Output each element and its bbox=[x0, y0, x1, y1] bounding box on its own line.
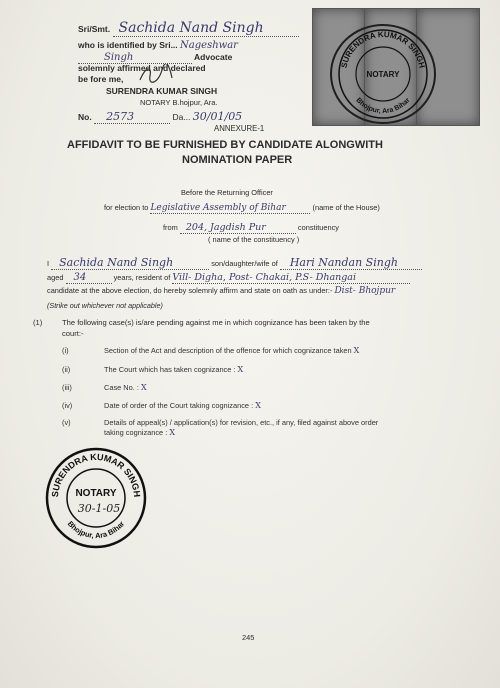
attestation-line-4: solemnly affirmed and declared bbox=[78, 63, 206, 73]
item-5-text-line-1: Details of appeal(s) / application(s) for revision, etc., if any, filed against above order bbox=[104, 418, 379, 427]
item-1-text bbox=[104, 346, 359, 355]
item-5-mark: X bbox=[169, 428, 176, 437]
constituency-handwritten: 204, Jagdish Pur bbox=[180, 222, 296, 234]
attestation-line-2 bbox=[78, 40, 238, 51]
seal-top-rim-text: SURENDRA KUMAR SINGH bbox=[339, 29, 427, 69]
house-label: (name of the House) bbox=[312, 203, 380, 212]
item-4-label: Date of order of the Court taking cognizance : bbox=[104, 401, 254, 410]
from-label: from bbox=[163, 223, 178, 232]
resident-label: years, resident of bbox=[113, 273, 171, 282]
annexure-label: ANNEXURE-1 bbox=[214, 124, 265, 133]
constituency-label: constituency bbox=[297, 223, 340, 232]
item-5-text-line-2 bbox=[104, 428, 175, 437]
notary-register-number: 2573 bbox=[94, 110, 170, 124]
constituency-paren: ( name of the constituency ) bbox=[208, 235, 300, 244]
item-1-label: Section of the Act and description of the offence for which cognizance taken bbox=[104, 346, 352, 355]
item-2-label: The Court which has taken cognizance : bbox=[104, 365, 236, 374]
clause-1-text-line-1: The following case(s) is/are pending against me in which cognizance has been taken by the bbox=[62, 318, 370, 327]
item-3-label: Case No. : bbox=[104, 383, 139, 392]
item-4-number: (iv) bbox=[62, 401, 73, 410]
item-1-mark: X bbox=[353, 346, 360, 355]
notary-seal-top-graphic bbox=[332, 26, 434, 122]
candidate-oath-text: candidate at the above election, do hereby solemnly affirm and state on oath as under:- bbox=[47, 286, 333, 295]
deponent-name-handwritten: Sachida Nand Singh bbox=[113, 20, 299, 37]
svg-text:Bhojpur, Ara Bihar bbox=[66, 519, 126, 540]
father-name-handwritten: Hari Nandan Singh bbox=[280, 256, 422, 270]
clause-1-number: (1) bbox=[33, 318, 43, 327]
seal-bottom-rim-bottom: Bhojpur, Ara Bihar bbox=[65, 519, 127, 541]
advocate-label: Advocate bbox=[194, 52, 233, 62]
before-returning-officer: Before the Returning Officer bbox=[181, 188, 273, 197]
notary-signature bbox=[136, 64, 176, 86]
clause-1-text-line-2: court:- bbox=[62, 329, 84, 338]
i-label: I bbox=[47, 259, 50, 268]
address-handwritten: Vill- Digha, Post- Chakai, P.S- Dhangai bbox=[172, 272, 410, 284]
sri-smt-label: Sri/Smt. bbox=[78, 24, 111, 34]
election-house-handwritten: Legislative Assembly of Bihar bbox=[150, 203, 310, 214]
strike-note: (Strike out whichever not applicable) bbox=[47, 301, 163, 310]
election-to-label: for election to bbox=[104, 203, 149, 212]
declarant-name-handwritten: Sachida Nand Singh bbox=[51, 256, 209, 270]
title-line-1: AFFIDAVIT TO BE FURNISHED BY CANDIDATE ALONGWITH bbox=[67, 139, 383, 151]
seal-top-rim-bottom: Bhojpur, Ara Bihar bbox=[354, 96, 412, 116]
item-5-number: (v) bbox=[62, 418, 71, 427]
attestation-line-1 bbox=[78, 20, 299, 37]
page-number: 245 bbox=[242, 633, 255, 642]
title-line-2: NOMINATION PAPER bbox=[182, 154, 293, 166]
election-to-line bbox=[104, 203, 380, 214]
item-2-number: (ii) bbox=[62, 365, 71, 374]
notary-seal-bottom bbox=[44, 446, 148, 550]
seal-bottom-date: 30-1-05 bbox=[77, 502, 121, 515]
item-4-mark: X bbox=[255, 401, 261, 410]
identified-by-text: who is identified by Sri... bbox=[78, 40, 178, 50]
date-label: Da... bbox=[172, 112, 191, 122]
notary-seal-bottom-graphic bbox=[44, 446, 148, 550]
attestation-line-5: be fore me, bbox=[78, 74, 124, 84]
item-2-mark: X bbox=[237, 365, 244, 374]
seal-top-center: NOTARY bbox=[366, 70, 400, 79]
item-2-text bbox=[104, 365, 243, 374]
aged-label: aged bbox=[47, 273, 64, 282]
age-handwritten: 34 bbox=[66, 272, 112, 284]
item-3-text bbox=[104, 383, 147, 392]
declarant-line-1 bbox=[47, 256, 422, 270]
seal-bottom-center: NOTARY bbox=[75, 488, 117, 499]
notary-place: NOTARY B.hojpur, Ara. bbox=[140, 98, 218, 107]
notary-seal-top bbox=[330, 24, 436, 124]
notary-date: 30/01/05 bbox=[192, 110, 243, 123]
from-line bbox=[163, 222, 339, 234]
identifier-surname-handwritten: Singh bbox=[78, 52, 192, 64]
declarant-line-2 bbox=[47, 272, 410, 284]
relation-label: son/daughter/wife of bbox=[211, 259, 278, 268]
notary-number-line bbox=[78, 110, 242, 124]
item-3-mark: X bbox=[140, 383, 147, 392]
no-label: No. bbox=[78, 112, 92, 122]
item-5-label-2: taking cognizance : bbox=[104, 428, 168, 437]
declarant-line-3 bbox=[47, 286, 395, 296]
notary-name: SURENDRA KUMAR SINGH bbox=[106, 86, 218, 96]
identifier-name-handwritten: Nageshwar bbox=[180, 40, 238, 51]
seal-bottom-rim-text: SURENDRA KUMAR SINGH bbox=[49, 451, 143, 498]
district-handwritten: Dist- Bhojpur bbox=[334, 286, 396, 296]
item-1-number: (i) bbox=[62, 346, 69, 355]
item-4-text bbox=[104, 401, 261, 410]
svg-text:SURENDRA KUMAR SINGH bbox=[340, 30, 427, 69]
item-3-number: (iii) bbox=[62, 383, 72, 392]
